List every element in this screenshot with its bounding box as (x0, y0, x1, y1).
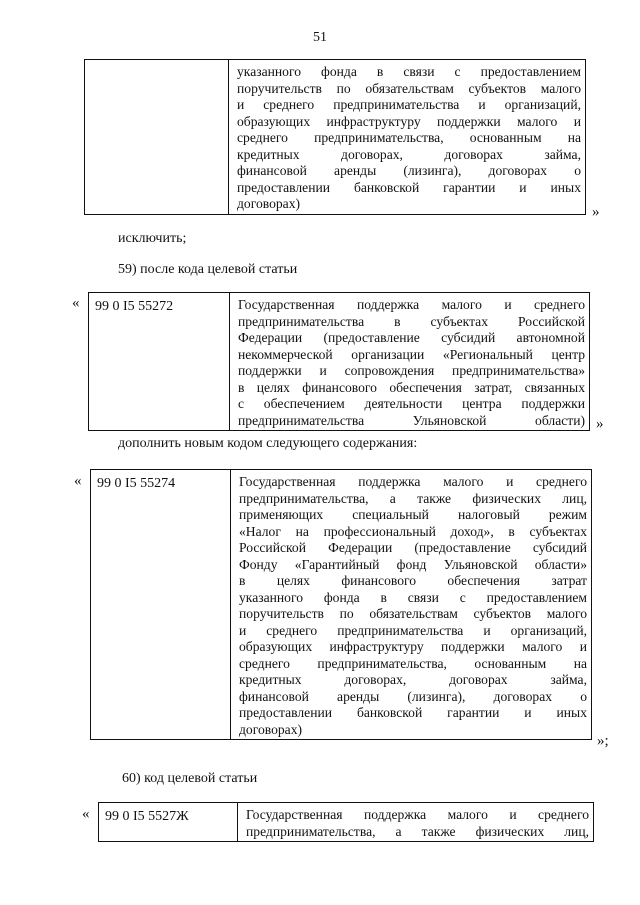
description-line: среднего предпринимательства, основанным на (239, 655, 587, 671)
description-line: с обеспечением деятельности центра поддержки (238, 396, 585, 411)
description-line: договорах) (237, 196, 301, 211)
item-60-heading: 60) код целевой статьи (122, 771, 258, 786)
description-line: предпринимательства, а также физических лиц, (239, 490, 587, 506)
close-quote: » (596, 416, 604, 432)
description-line: поддержки и сопровождения предпринимательства» (238, 363, 585, 378)
table-continuation (84, 59, 586, 215)
text-exclude: исключить; (118, 231, 187, 246)
description-line: и среднего предпринимательства и организаций, (239, 622, 587, 638)
description-line: образующих инфраструктуру поддержки малого и (237, 113, 581, 129)
open-quote: « (82, 806, 90, 822)
open-quote: « (74, 473, 82, 489)
description-line: образующих инфраструктуру поддержки малого и (239, 639, 587, 654)
description-line: указанного фонда в связи с предоставлением (239, 589, 587, 605)
table-code-5527zh (98, 802, 594, 842)
description-line: Федерации (предоставление субсидий автономной (238, 330, 585, 345)
description-line: финансовой аренды (лизинга), договорах о (239, 688, 587, 704)
description-line: предоставлении банковской гарантии и иных (239, 705, 587, 720)
table-code-55274 (90, 469, 592, 740)
description-line: предпринимательства Ульяновской области) (238, 412, 585, 428)
description-line: среднего предпринимательства, основанным на (237, 130, 581, 145)
close-quote: »; (597, 733, 609, 749)
text-add-new-code: дополнить новым кодом следующего содержания: (118, 436, 418, 451)
table-code-55272 (88, 292, 590, 431)
description-line: финансовой аренды (лизинга), договорах о (237, 163, 581, 178)
item-59-heading: 59) после кода целевой статьи (118, 262, 298, 277)
close-quote: » (592, 204, 600, 220)
description-line: кредитных договорах, договорах займа, (239, 672, 587, 687)
page-number: 51 (313, 30, 327, 45)
code-cell: 99 0 I5 55272 (89, 293, 230, 431)
description-line: Российской Федерации (предоставление субсидий (239, 540, 587, 555)
description-line: и среднего предпринимательства и организаций, (237, 97, 581, 112)
description-line: договорах) (239, 721, 303, 737)
description-cell (231, 470, 592, 740)
code-cell: 99 0 I5 5527Ж (99, 803, 238, 842)
description-line: Государственная поддержка малого и среднего (246, 807, 589, 822)
description-line: Государственная поддержка малого и среднего (239, 474, 587, 489)
description-line: в целях финансового обеспечения затрат (239, 573, 587, 588)
description-line: применяющих специальный налоговый режим (239, 507, 587, 522)
code-cell (85, 60, 229, 215)
description-line: в целях финансового обеспечения затрат, связанных (238, 379, 585, 395)
description-line: кредитных договорах, договорах займа, (237, 146, 581, 162)
code-cell: 99 0 I5 55274 (91, 470, 231, 740)
open-quote: « (72, 295, 80, 311)
description-line: указанного фонда в связи с предоставлением (237, 64, 581, 79)
description-cell (229, 60, 586, 215)
description-line: предпринимательства, а также физических лиц, (246, 823, 589, 839)
description-line: поручительств по обязательствам субъектов малого (239, 606, 587, 621)
description-line: Государственная поддержка малого и среднего (238, 297, 585, 312)
description-cell (230, 293, 590, 431)
description-line: предпринимательства в субъектах Российской (238, 313, 585, 329)
description-line: некоммерческой организации «Региональный центр (238, 346, 585, 362)
description-line: Фонду «Гарантийный фонд Ульяновской области» (239, 556, 587, 572)
description-line: предоставлении банковской гарантии и иных (237, 179, 581, 195)
description-line: поручительств по обязательствам субъектов малого (237, 80, 581, 96)
description-line: «Налог на профессиональный доход», в субъектах (239, 523, 587, 539)
description-cell (238, 803, 594, 842)
